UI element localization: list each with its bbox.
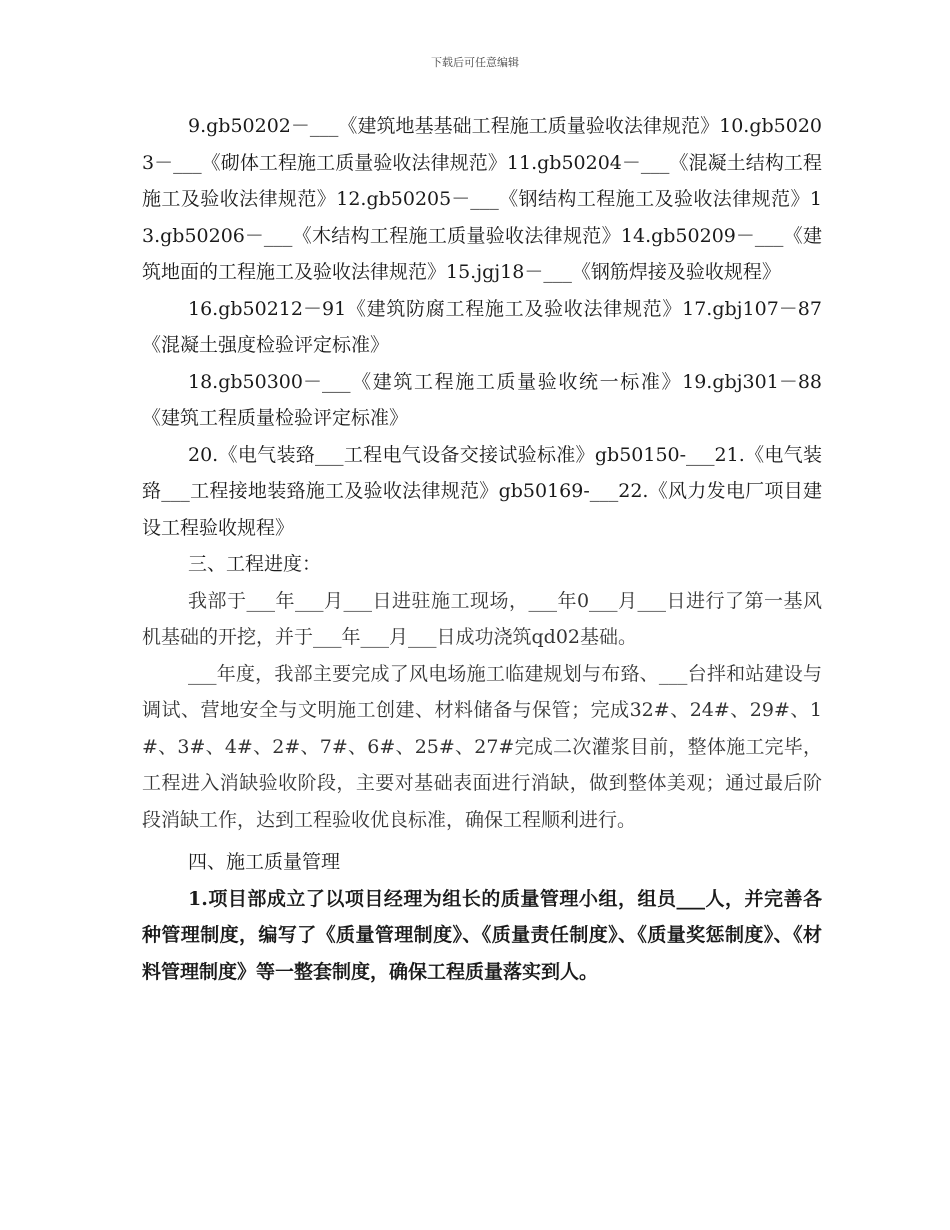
standards-list-16-17: 16.gb50212－91《建筑防腐工程施工及验收法律规范》17.gbj107－87《混凝土强度检验评定标准》 [142, 297, 822, 356]
standards-list-20-22: 20.《电气装臵___工程电气设备交接试验标准》gb50150-___21.《电气装臵___工程接地装臵施工及验收法律规范》gb50169-___22.《风力发电厂项目建设工程验收规程》 [142, 443, 822, 539]
document-body [142, 108, 822, 990]
section-heading-quality: 四、施工质量管理 [188, 851, 341, 873]
page-header: 下载后可任意编辑 [431, 56, 519, 69]
quality-paragraph-1: 1.项目部成立了以项目经理为组长的质量管理小组，组员___人，并完善各种管理制度，编写了《质量管理制度》、《质量责任制度》、《质量奖惩制度》、《材料管理制度》等一整套制度，确保工程质量落实到人。 [142, 887, 822, 983]
progress-paragraph-1: 我部于___年___月___日进驻施工现场，___年0___月___日进行了第一基风机基础的开挖，并于___年___月___日成功浇筑qd02基础。 [142, 589, 822, 648]
progress-paragraph-2: ___年度，我部主要完成了风电场施工临建规划与布臵、___台拌和站建设与调试、营地安全与文明施工创建、材料储备与保管；完成32#、24#、29#、1#、3#、4#、2#、7#、6#、25#、27#完成二次灌浆目前，整体施工完毕，工程进入消缺验收阶段，主要对基础表面进行消缺，做到整体美观；通过最后阶段消缺工作，达到工程验收优良标准，确保工程顺利进行。 [142, 662, 822, 831]
standards-list-9-15: 9.gb50202－___《建筑地基基础工程施工质量验收法律规范》10.gb50203－___《砌体工程施工质量验收法律规范》11.gb50204－___《混凝土结构工程施工及验收法律规范》12.gb50205－___《钢结构工程施工及验收法律规范》13.gb50206－___《木结构工程施工质量验收法律规范》14.gb50209－___《建筑地面的工程施工及验收法律规范》15.jgj18－___《钢筋焊接及验收规程》 [142, 115, 822, 283]
standards-list-18-19: 18.gb50300－___《建筑工程施工质量验收统一标准》19.gbj301－88《建筑工程质量检验评定标准》 [142, 370, 822, 429]
section-heading-progress: 三、工程进度： [188, 553, 322, 575]
